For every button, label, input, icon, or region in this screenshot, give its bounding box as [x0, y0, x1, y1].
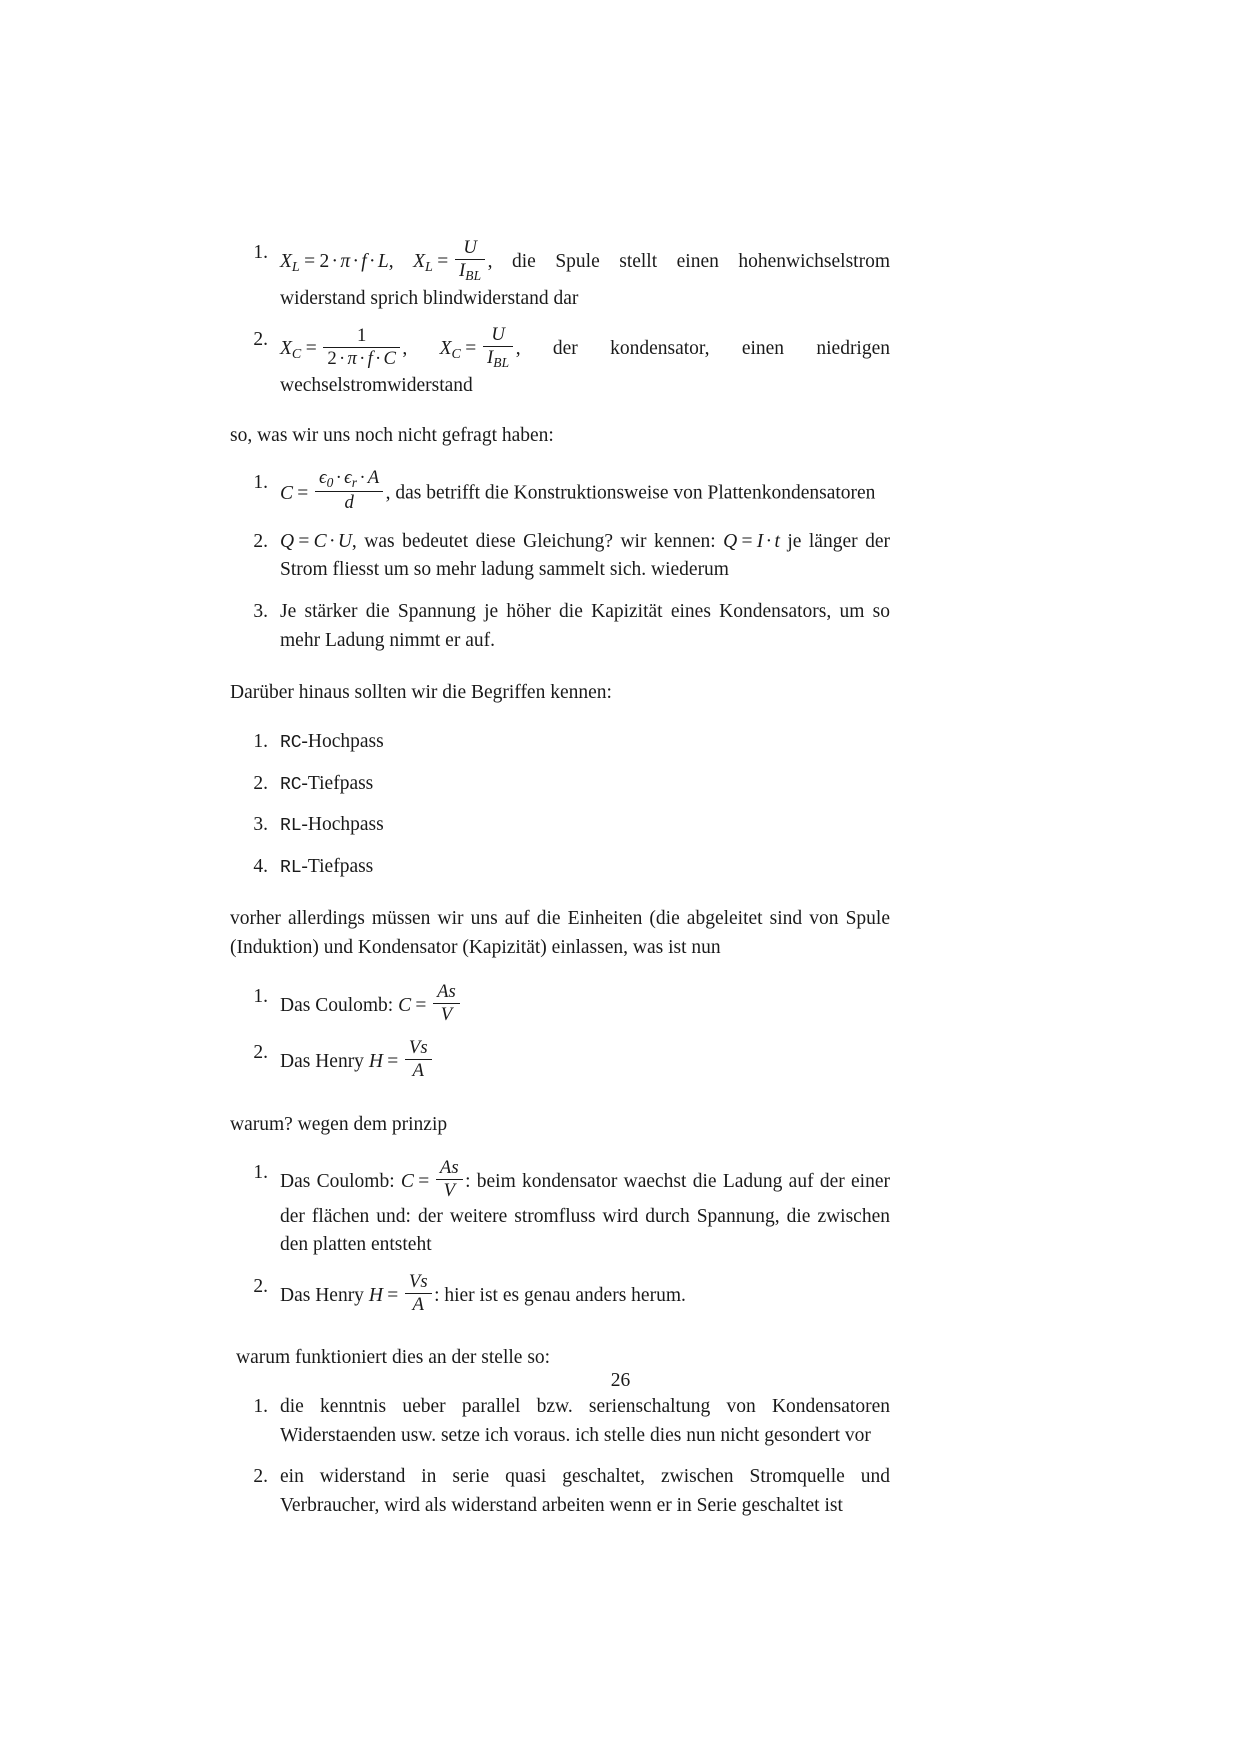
list-marker: 3. [253, 600, 268, 622]
list-item-text: , die Spule stellt einen hohenwichselstrom widerstand sprich blindwiderstand dar [280, 251, 890, 309]
formula-charge: Q = C · U [280, 530, 352, 552]
list-marker: 1. [253, 1162, 268, 1184]
list-item-text: , das betrifft die Konstruktionsweise von Plattenkondensatoren [385, 482, 876, 504]
enumerated-list-filter-types [230, 728, 890, 882]
list-item [230, 728, 890, 757]
list-marker: 2. [253, 1466, 268, 1488]
list-item-text: ein widerstand in serie quasi geschaltet, zwischen Stromquelle und Verbraucher, wird als widerstand arbeiten wenn er in Serie geschaltet ist [280, 1466, 890, 1516]
list-item [230, 239, 890, 313]
document-page [230, 225, 890, 1521]
list-marker: 1. [253, 730, 268, 752]
list-item-text-after: : beim kondensator waechst die Ladung auf der einer der flächen und: der weitere stromfluss wird durch Spannung, die zwischen den platten entsteht [280, 1171, 890, 1256]
enumerated-list-unit-explanations [230, 1159, 890, 1316]
enumerated-list-units [230, 980, 890, 1083]
list-marker: 2. [253, 329, 268, 351]
list-item [230, 1393, 890, 1450]
list-item-text: Das Coulomb: [280, 994, 399, 1016]
filter-code: RL [280, 816, 302, 837]
list-marker: 2. [253, 530, 268, 552]
list-marker: 2. [253, 772, 268, 794]
list-item [230, 1463, 890, 1520]
list-item [230, 811, 890, 840]
list-marker: 2. [253, 1042, 268, 1064]
list-item-text: Je stärker die Spannung je höher die Kapizität eines Kondensators, um so mehr Ladung nimmt er auf. [280, 600, 890, 651]
list-item-text: , der kondensator, einen niedrigen wechselstromwiderstand [280, 338, 891, 396]
formula-henry-unit: H = $\frac{Vs}{A}$ [369, 1285, 434, 1306]
filter-code: RC [280, 774, 302, 795]
list-item [230, 469, 890, 515]
enumerated-list-capacitor-facts [230, 469, 890, 655]
paragraph-vorher-allerdings: vorher allerdings müssen wir uns auf die Einheiten (die abgeleitet sind von Spule (Induktion) und Kondensator (Kapizität) einlassen, was ist nun [230, 908, 890, 959]
list-item-text: Das Coulomb: [280, 1171, 401, 1193]
filter-code: RC [280, 732, 302, 753]
paragraph-warum-funktioniert: warum funktioniert dies an der stelle so: [236, 1347, 551, 1369]
list-item-text-a: , was bedeutet diese Gleichung? wir kennen: [351, 530, 724, 552]
formula-xc-ohm: $X_C$ = $\frac{U}{I_{BL}}$ [440, 338, 516, 359]
list-item [230, 528, 890, 585]
list-item-text: Das Henry [280, 1051, 369, 1073]
list-item-text: Das Henry [280, 1285, 369, 1307]
list-item [230, 853, 890, 882]
list-item-text-b: je länger der Strom fliesst um so mehr ladung sammelt sich. wiederum [280, 530, 890, 581]
enumerated-list-prerequisites [230, 1393, 890, 1521]
list-marker: 1. [253, 472, 268, 494]
list-marker: 4. [253, 855, 268, 877]
list-item [230, 1273, 890, 1316]
filter-label: -Hochpass [301, 814, 384, 836]
formula-henry-unit: H = $\frac{Vs}{A}$ [369, 1051, 434, 1072]
filter-code: RL [280, 857, 302, 878]
paragraph-so-was-wir: so, was wir uns noch nicht gefragt haben: [230, 425, 554, 447]
list-marker: 3. [253, 814, 268, 836]
page-number: 26 [610, 1370, 631, 1391]
filter-label: -Hochpass [301, 730, 384, 752]
formula-xl-inductive: $X_L = 2 \cdot \pi \cdot f \cdot L$, [280, 251, 394, 275]
list-item [230, 770, 890, 799]
list-item [230, 1159, 890, 1260]
list-marker: 1. [253, 242, 268, 263]
formula-charge-current-time: Q = I · t [723, 530, 780, 552]
formula-xl-ohm: $X_L$ = $\frac{U}{I_{BL}}$ [413, 251, 488, 272]
list-item-text: die kenntnis ueber parallel bzw. serienschaltung von Kondensatoren Widerstaenden usw. setze ich voraus. ich stelle dies nun nicht gesondert vor [280, 1396, 890, 1446]
filter-label: -Tiefpass [301, 855, 374, 877]
list-marker: 1. [253, 1396, 268, 1418]
formula-coulomb-unit: C = $\frac{As}{V}$ [398, 995, 462, 1016]
list-item [230, 326, 890, 400]
list-marker: 2. [253, 1275, 268, 1297]
paragraph-darueber-hinaus: Darüber hinaus sollten wir die Begriffen kennen: [230, 682, 612, 704]
list-item-text-after: : hier ist es genau anders herum. [434, 1285, 686, 1307]
list-item [230, 598, 890, 655]
list-marker: 1. [253, 985, 268, 1007]
list-item [230, 980, 890, 1026]
enumerated-list-reactance [230, 239, 890, 400]
filter-label: -Tiefpass [301, 772, 374, 794]
formula-coulomb-unit: C = $\frac{As}{V}$ [401, 1171, 465, 1192]
list-item [230, 1039, 890, 1082]
formula-capacitance: C = $\frac{\epsilon_0 \cdot \epsilon_r \cdot A}{d}$ [280, 483, 386, 504]
paragraph-warum-wegen-prinzip: warum? wegen dem prinzip [230, 1113, 448, 1135]
formula-xc-capacitive: $X_C$ = $\frac{1}{2 \cdot \pi \cdot f \cdot C}$ , [280, 324, 408, 370]
